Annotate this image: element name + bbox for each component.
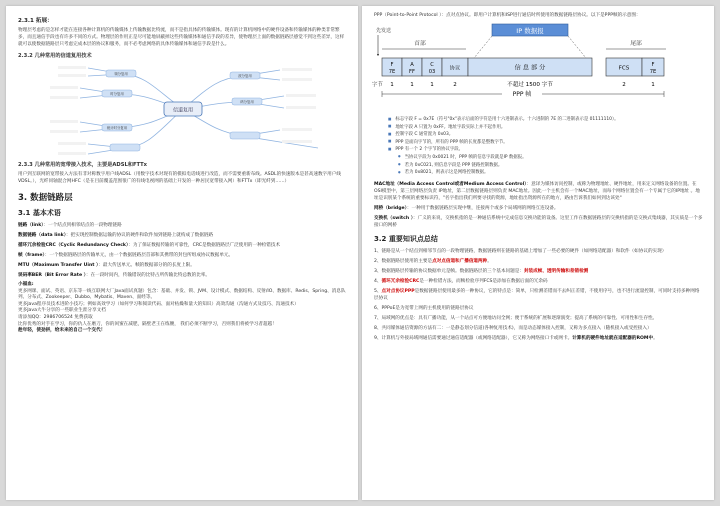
byte-count: 1 xyxy=(390,82,394,88)
svg-text:A: A xyxy=(410,62,414,68)
bridge-paragraph: 网桥（bridge）：一种用于数据链路层实现中继，连接两个或多个局域网的网络互连设备。 xyxy=(374,205,559,211)
ppp-field-notes xyxy=(388,116,704,177)
promo-line: 趁年轻，使劲拼，给未来的自己一个交代！ xyxy=(18,328,106,334)
term-data-link: 数据链路（data link）：把实现控制数据运输的协议的硬件和软件加到链路上就构成了数据链路 xyxy=(18,233,214,238)
section-3-1-title: 3.1 基本术语 xyxy=(18,209,61,217)
promo-block xyxy=(18,282,348,335)
switch-paragraph: 交换机（switch ）：广义的来说，交换机指的是一种通信系统中完成信息交换功能的设备。这里工作在数据链路层的交换机指的是交换式集线器，其实质是一个多接口的网桥 xyxy=(374,215,703,228)
list-item: ■ PPP 是面向字节的，所有的 PPP 帧的长度都是整数字节。 xyxy=(388,139,704,147)
section-3-2-title: 3.2 重要知识点总结 xyxy=(374,234,438,243)
ip-datagram-label: IP 数据报 xyxy=(516,27,544,35)
mindmap-label-4: 波分复用 xyxy=(238,74,252,79)
expand-paragraph: 物理层考虑的是怎样才能在连接各种计算机的传输媒体上传输数据比特流，而不是指具体的传输媒体。现有的计算机网络中的硬件设备和传输媒体的种类非常繁多，而且通信手段也有许多不同的方式。物理层的作用正是尽可能地屏蔽掉这些传输媒体和通信手段的差异，使物理层上面的数据链路层感觉不到这些差异，这样就可以使数据链路层只考虑完成本层的协议和服务，而不必考虑网络的具体传输媒体和通信手段是什么。 xyxy=(18,28,345,47)
fcs-field: FCS xyxy=(618,65,630,72)
left-page xyxy=(6,6,358,500)
term-frame: 帧（frame）：一个数据链路层的传输单元，由一个数据链路层首部和其携带的封包所组成协议数据单元。 xyxy=(18,253,234,258)
info-label: 信 息 部 分 xyxy=(514,64,546,72)
summary-point: 2、数据链路层使用的主要是点对点信道和广播信道两种。 xyxy=(374,258,492,264)
right-page xyxy=(362,6,714,500)
expand-title: 2.3.1 拓展： xyxy=(18,18,53,24)
mindmap-svg xyxy=(18,62,348,157)
list-item: ● 当协议字段为 0x0021 时，PPP 帧的信息字段就是IP 数据报。 xyxy=(398,154,704,162)
byte-count: 2 xyxy=(622,82,626,88)
adsl-title: 2.3.3 几种常用的宽带接入技术，主要是ADSL和FTTx xyxy=(18,162,148,168)
list-item: ■ 标志字段 F = 0x7E（符号"0x"表示后面的字符是用十六进制表示。十六进制的 7E 的二进制表示是 01111110）。 xyxy=(388,116,704,124)
ppp-intro: PPP（Point-to-Point Protocol ）：点对点协议。即用户计算机和ISP进行通信时所使用的数据链路层协议。以下是PPP帧的示意图： xyxy=(374,13,641,18)
list-item: ■ 控制字段 C 通常置为 0x03。 xyxy=(388,131,704,139)
promo-line: 更多Java大牛分享的一些职业生涯分享文档 xyxy=(18,308,106,314)
list-item: ■ PPP 有一个 2 个字节的协议字段。 xyxy=(388,146,704,154)
mindmap-label-3: 统计时分复用 xyxy=(106,126,128,131)
promo-line: 请添加QQ：2986706524 免费获取 xyxy=(18,314,93,320)
byte-count: 1 xyxy=(430,82,434,88)
promo-line: 小福血: xyxy=(18,282,34,287)
byte-count: 1 xyxy=(410,82,414,88)
first-send-label: 先发送 xyxy=(376,28,392,34)
mindmap-label-1: 频分复用 xyxy=(114,72,128,77)
summary-point: 4、循环冗余检验CRC是一种检错方法，而帧检验序列FCS是添加在数据后面的冗余码 xyxy=(374,278,548,284)
trailer-label: 尾部 xyxy=(630,41,642,47)
mac-paragraph: MAC地址（Media Access Control或者Medium Access Control）：意译为媒体访问控制，或称为物理地址、硬件地址，用来定义网络设备的位置。在OSI模型中，第三层网络层负责 IP地址，第二层数据链路层则负责 MAC地址。因此一个主机会有一个MAC地址，而每个网络位置会有一个专属于它的IP地址 。地址是识别某个系统的重要标识符，"名字指出我们所要寻找的资源，地址指出资源所在的地方，路由告诉我们如何到达该处" xyxy=(374,181,700,201)
promo-line: 更多Java程序员技术进阶小技巧；例如高效学习（如何学习和阅读代码、面对枯燥和量大的知识）高效沟通（沟通方式及技巧、沟通技术） xyxy=(18,301,299,307)
bytes-label: 字节 xyxy=(372,82,383,88)
mindmap-center-label: 信道复用 xyxy=(172,107,194,114)
multiplexing-mindmap xyxy=(18,62,348,157)
info-bytes-label: 不超过 1500 字节 xyxy=(507,82,553,88)
svg-text:C: C xyxy=(430,62,434,68)
list-item: ● 若为 0xC021, 则信息字段是 PPP 链路控制数据。 xyxy=(398,162,704,170)
chapter-3-title: 3. 数据链路层 xyxy=(18,193,73,203)
term-link: 链路（link）：一个结点到相邻结点的一段物理链路 xyxy=(18,223,122,228)
svg-text:F: F xyxy=(651,62,655,68)
term-ber: 误码率BER（Bit Error Rate ）：在一段时间内，传输错误的比特占所传输比特总数的比率。 xyxy=(18,273,211,278)
term-mtu: MTU（Maximum Transfer Uint ）：最大传送单元。帧的数据部分的的长度上限。 xyxy=(18,263,195,268)
ppp-frame-label: PPP 帧 xyxy=(512,91,532,98)
byte-count: 1 xyxy=(651,82,655,88)
summary-point: 8、共同媒体通信资源的方法有二：一是静态划分信道(各种复用技术)，而是动态媒体接入控制，又称为多点接入（随机接入或受控接入） xyxy=(374,325,652,331)
ppp-frame-diagram xyxy=(374,22,704,110)
svg-text:F: F xyxy=(390,62,394,68)
summary-point: 1、链路是从一个结点到相邻节点的一段物理链路，数据链路则在链路的基础上增加了一些必要的硬件（如网络适配器）和软件（如协议的实现） xyxy=(374,248,667,254)
mindmap-label-5: 码分复用 xyxy=(240,100,254,105)
mindmap-title: 2.3.2 几种常用的信道复用技术 xyxy=(18,53,92,59)
summary-point: 3、数据链路层传输的协议数据单元是帧。数据链路层的三个基本问题是：封装成帧、透明传输和差错检测 xyxy=(374,268,589,274)
promo-line: 比你优秀的对手在学习，你的仇人在磨刀，你的闺蜜在减肥，隔壁老王在练腰， 我们必须不断学习，否则我们将被学习者超越！ xyxy=(18,321,277,327)
svg-text:7E: 7E xyxy=(649,69,657,75)
mindmap-label-2: 时分复用 xyxy=(110,92,124,97)
svg-text:FF: FF xyxy=(409,69,415,75)
protocol-field: 协议 xyxy=(449,65,461,72)
list-item: ● 若为 0x8021，则表示这是网络控制数据。 xyxy=(398,169,704,177)
header-label: 首部 xyxy=(414,41,426,47)
svg-text:7E: 7E xyxy=(388,69,396,75)
summary-point: 5、点对点协议PPP是数据链路层使用最多的一种协议，它的特点是：简单，只检测差错而不去纠正差错，不使用序号，也不进行流量控制，可同时支持多种网络层协议 xyxy=(374,288,700,301)
summary-point: 9、计算机与外接局域网通信需要通过通信适配器（或网络适配器），它又称为网络接口卡或网卡。计算机的硬件地址就在适配器的ROM中。 xyxy=(374,335,658,341)
list-item: ■ 地址字段 A 只置为 0xFF。地址字段实际上并不起作用。 xyxy=(388,124,704,132)
adsl-paragraph: 用户到互联网的宽带接入方法有非对称数字用户线ADSL（用数字技术对现有的模拟电话线进行改造，而不需要重新布线。ASDL的快速版本是甚高速数字用户线VDSL。），光纤同轴混合网HFC（是在目前覆盖范围很广的有线电视网的基础上开发的一种居民宽带接入网）和FTTx（即光纤到……） xyxy=(18,172,341,184)
svg-text:03: 03 xyxy=(428,69,436,75)
summary-point: 6、PPPoE是为宽带上网的主机使用的链路层协议 xyxy=(374,305,474,311)
promo-line: 更多网课、面试、英语、京东等一线互联网大厂Java面试真题）包含：基础、并发、锁、JVM、设计模式、数据结构、反射/IO、数据库、Redis、Spring、消息队列、分布式、Zookeeper、Dubbo、Mybatis、Maven、面经等。 xyxy=(18,288,346,301)
summary-point: 7、局域网的优点是：具有广播功能，从一个站点可方便地访问全网；便于系统的扩展和逐渐演变；提高了系统的可靠性、可用性和生存性。 xyxy=(374,315,658,321)
term-crc: 循环冗余检验CRC（Cyclic Redundancy Check）：为了保证数据传输的可靠性，CRC是数据链路层广泛使用的一种检错技术 xyxy=(18,243,281,248)
byte-count: 2 xyxy=(453,82,457,88)
